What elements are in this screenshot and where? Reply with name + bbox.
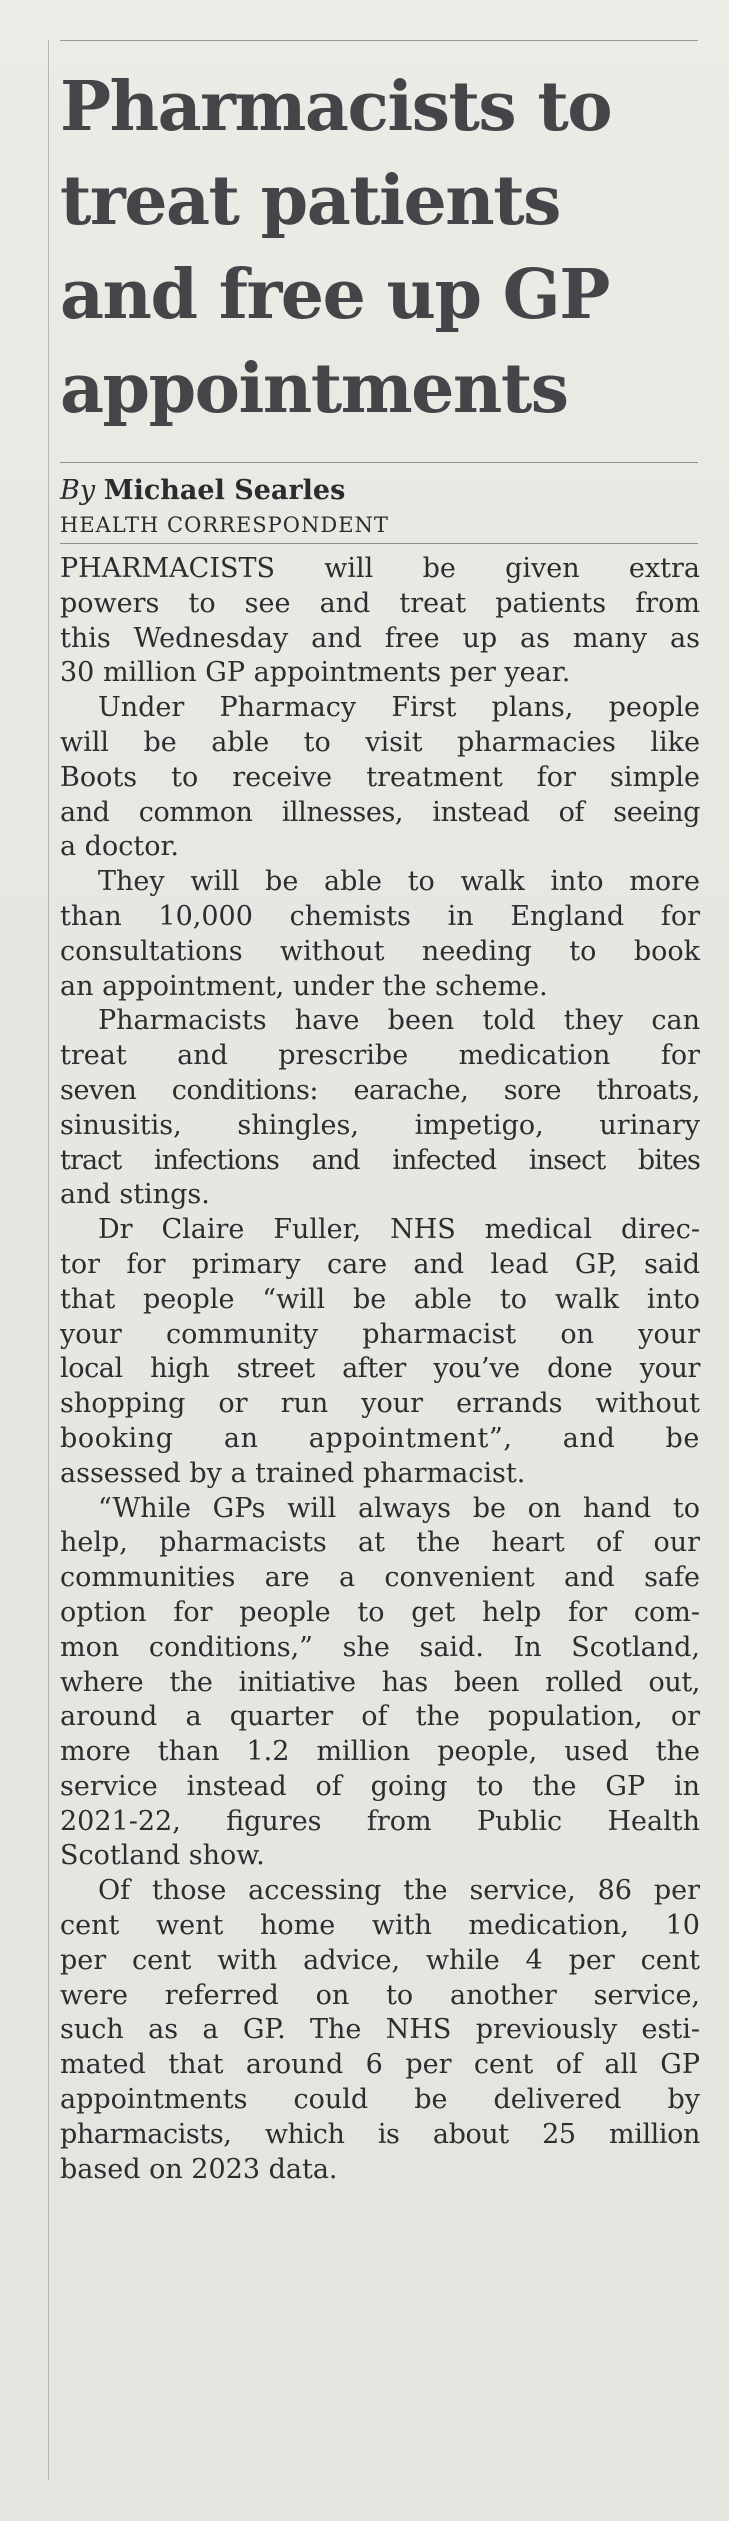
text-line: were referred on to another service, <box>60 1979 700 2011</box>
column-rule <box>48 40 49 2480</box>
text-line: around a quarter of the population, or <box>60 1701 700 1733</box>
headline-line: appointments <box>60 349 568 429</box>
byline-bottom-rule <box>60 543 698 544</box>
text-line: local high street after you’ve done your <box>60 1353 700 1385</box>
headline-line: treat patients <box>60 161 560 241</box>
text-line: this Wednesday and free up as many as <box>60 622 700 654</box>
paragraph <box>60 552 700 691</box>
paragraph <box>60 1213 700 1491</box>
author-role: HEALTH CORRESPONDENT <box>60 513 389 537</box>
author-name: Michael Searles <box>103 475 346 506</box>
text-line: Boots to receive treatment for simple <box>60 761 700 793</box>
text-line: mated that around 6 per cent of all GP <box>60 2049 700 2081</box>
text-line: consultations without needing to book <box>60 935 700 967</box>
text-line: a doctor. <box>60 831 179 863</box>
paragraph <box>60 865 700 1004</box>
paragraph <box>60 1874 700 2187</box>
headline-line: Pharmacists to <box>60 67 612 147</box>
headline-line: and free up GP <box>60 255 609 335</box>
text-line: shopping or run your errands without <box>60 1388 700 1420</box>
text-line: sinusitis, shingles, impetigo, urinary <box>60 1109 700 1141</box>
text-line: tract infections and infected insect bites <box>60 1144 700 1176</box>
text-line: assessed by a trained pharmacist. <box>60 1457 526 1489</box>
text-line: Under Pharmacy First plans, people <box>98 692 700 724</box>
text-line: cent went home with medication, 10 <box>60 1910 700 1942</box>
text-line: per cent with advice, while 4 per cent <box>60 1944 700 1976</box>
top-rule <box>60 40 698 41</box>
text-line: appointments could be delivered by <box>60 2084 700 2116</box>
text-line: pharmacists, which is about 25 million <box>60 2118 700 2150</box>
text-line: help, pharmacists at the heart of our <box>60 1527 700 1559</box>
article <box>60 60 700 2187</box>
text-line: treat and prescribe medication for <box>60 1040 700 1072</box>
text-line: They will be able to walk into more <box>98 866 700 898</box>
text-line: an appointment, under the scheme. <box>60 970 548 1002</box>
text-line: booking an appointment”, and be <box>60 1422 700 1454</box>
text-line: your community pharmacist on your <box>60 1318 700 1350</box>
text-line: option for people to get help for com- <box>60 1596 700 1628</box>
text-line: will be able to visit pharmacies like <box>60 726 700 758</box>
text-line: communities are a convenient and safe <box>60 1562 700 1594</box>
text-line: tor for primary care and lead GP, said <box>60 1248 700 1280</box>
text-line: Pharmacists have been told they can <box>98 1005 700 1037</box>
text-line: based on 2023 data. <box>60 2153 338 2185</box>
text-line: 30 million GP appointments per year. <box>60 657 571 689</box>
text-line: powers to see and treat patients from <box>60 587 700 619</box>
text-line: “While GPs will always be on hand to <box>98 1492 700 1524</box>
text-line: where the initiative has been rolled out, <box>60 1666 700 1698</box>
text-line: PHARMACISTS will be given extra <box>60 553 700 584</box>
byline <box>60 473 700 509</box>
byline-prefix: By <box>60 475 96 506</box>
headline <box>60 60 700 436</box>
text-line: Of those accessing the service, 86 per <box>98 1875 700 1907</box>
article-body <box>60 552 700 2187</box>
text-line: mon conditions,” she said. In Scotland, <box>60 1631 700 1663</box>
paragraph <box>60 1492 700 1875</box>
text-line: and common illnesses, instead of seeing <box>60 796 700 828</box>
text-line: such as a GP. The NHS previously esti- <box>60 2014 700 2046</box>
paragraph <box>60 1004 700 1213</box>
text-line: service instead of going to the GP in <box>60 1770 700 1802</box>
text-line: and stings. <box>60 1179 210 1211</box>
text-line: that people “will be able to walk into <box>60 1283 700 1315</box>
text-line: 2021-22, figures from Public Health <box>60 1805 700 1837</box>
paragraph <box>60 691 700 865</box>
text-line: Dr Claire Fuller, NHS medical direc- <box>98 1214 700 1246</box>
text-line: seven conditions: earache, sore throats, <box>60 1074 700 1106</box>
text-line: more than 1.2 million people, used the <box>60 1736 700 1768</box>
byline-top-rule <box>60 462 698 463</box>
text-line: than 10,000 chemists in England for <box>60 900 700 932</box>
text-line: Scotland show. <box>60 1840 265 1872</box>
